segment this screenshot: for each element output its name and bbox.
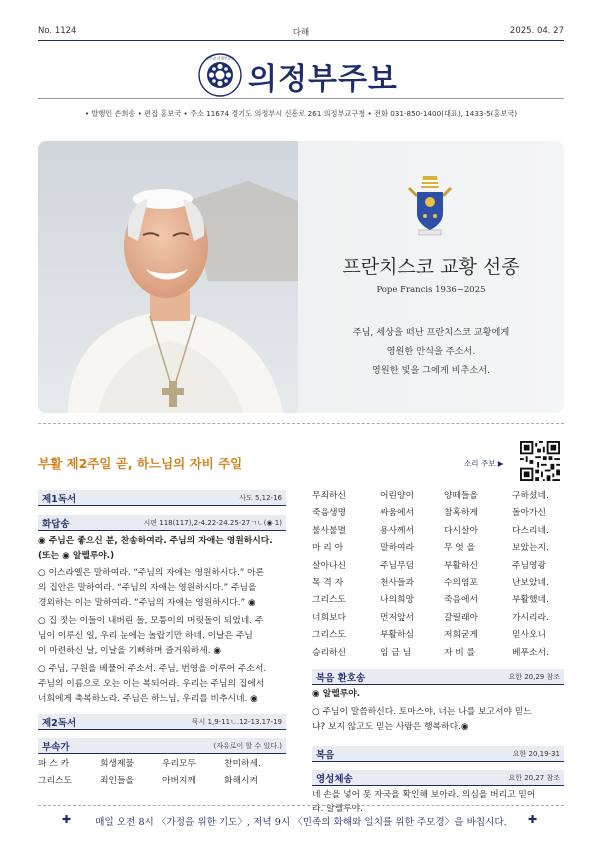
hymn-cell: 싸움에서	[380, 508, 414, 519]
verse-line: 님이 이루신 일, 우리 눈에는 놀랍기만 하네. 이날은 주님	[38, 631, 253, 642]
hymn-row	[312, 488, 564, 505]
psalm-underline	[38, 530, 286, 531]
sunday-title: 부활 제2주일 곧, 하느님의 자비 주일	[38, 456, 243, 471]
alleluia-response: ◉ 알렐루야.	[312, 689, 361, 699]
psalm-response-alt: (또는 ◉ 알렐루야.)	[38, 551, 115, 562]
hymn-row	[312, 645, 564, 662]
hymn-cell: 수의염포	[444, 577, 478, 588]
reading1-underline	[38, 505, 286, 506]
hymn-cell: 용사께서	[380, 525, 414, 536]
hymn-cell: 주님무덤	[380, 560, 414, 571]
reading2-label: 제2독서	[42, 718, 77, 729]
psalm-verse-2	[38, 614, 286, 660]
hymn-row	[38, 773, 286, 790]
hymn-cell: 양떼들을	[444, 491, 478, 501]
publisher-info: • 발행인 손희송 • 편집 홍보국 • 주소 11674 경기도 의정부시 신흥로 261 의정부교구청 • 전화 031-850-1400(대표), 1433-5(홍보국)	[84, 109, 518, 118]
verse-line: ○ 주님이 말씀하신다. 토마스야, 너는 나를 보고서야 믿느	[312, 707, 532, 717]
psalm-response-line: ◉ 주님은 좋으신 분, 찬송하여라. 주님의 자애는 영원하시다.	[38, 536, 273, 546]
reading2-header	[38, 714, 286, 729]
sequence-header	[38, 738, 286, 753]
alleluia-label: 복음 환호송	[316, 673, 366, 684]
hymn-cell: 화해시켜	[224, 776, 258, 787]
hymn-cell: 임 금 님	[380, 647, 412, 658]
sequence-label: 부속가	[42, 742, 70, 753]
hymn-cell: 너희보다	[312, 612, 346, 623]
hero-subtitle: Pope Francis 1936~2025	[376, 285, 486, 295]
gospel-label: 복음	[316, 750, 335, 761]
top-info-bar	[38, 26, 564, 40]
hymn-cell: 그리스도	[312, 595, 346, 606]
papal-coat-of-arms-icon	[403, 174, 457, 236]
psalm-reference: 시편 118(117),2-4.22-24.25-27ㄱㄴ(◉ 1)	[143, 519, 282, 527]
sequence-note: (자유로이 할 수 있다.)	[213, 742, 282, 750]
hero-banner	[38, 141, 564, 413]
cross-icon: ✚	[62, 813, 72, 826]
hymn-cell: 우리모두	[162, 759, 196, 769]
hero-title: 프란치스코 교황 선종	[342, 256, 520, 278]
hymn-cell: 다스리네.	[512, 525, 549, 536]
hymn-cell: 가시리라.	[512, 612, 549, 623]
footer-divider	[38, 805, 564, 806]
hymn-cell: 부활하신	[444, 560, 478, 571]
hymn-cell: 구하셨네.	[512, 491, 549, 501]
gospel-reference: 요한 20,19-31	[512, 750, 560, 758]
psalm-verse-1	[38, 566, 286, 612]
hymn-cell: 부활하심	[380, 630, 414, 641]
gospel-underline	[312, 761, 564, 762]
hymn-row	[312, 558, 564, 575]
section-divider	[38, 423, 564, 424]
hymn-cell: 보았는지.	[512, 543, 549, 554]
psalm-verse-3	[38, 662, 286, 708]
issue-date: 2025. 04. 27	[509, 26, 564, 36]
sequence-hymn-left	[38, 756, 286, 791]
hymn-row	[312, 627, 564, 644]
issue-number: No. 1124	[38, 26, 77, 36]
liturgical-year: 다해	[292, 28, 310, 38]
hymn-cell: 불사불멸	[312, 525, 346, 536]
hymn-row	[312, 505, 564, 522]
reading1-reference: 사도 5,12-16	[239, 494, 282, 502]
verse-line: 경외하는 이는 말하여라. “주님의 자애는 영원하시다.” ◉	[38, 598, 256, 609]
hymn-cell: 찬미하세.	[224, 759, 261, 769]
hero-prayer-line: 주님, 세상을 떠난 프란치스코 교황에게	[352, 327, 510, 338]
hymn-cell: 저희굳게	[444, 630, 478, 641]
hymn-cell: 무죄하신	[312, 491, 346, 501]
hymn-cell: 파 스 카	[38, 759, 70, 769]
communion-header	[312, 770, 564, 785]
hymn-cell: 다시살아	[444, 525, 478, 536]
top-divider	[38, 40, 564, 41]
hymn-cell: 그리스도	[312, 630, 346, 641]
hymn-cell: 그리스도	[38, 776, 72, 787]
verse-line: 의 집안은 말하여라. “주님의 자애는 영원하시다.” 주님을	[38, 583, 257, 594]
hymn-cell: 무 엇 을	[444, 543, 476, 554]
antiphon-line: 라. 알렐루야.	[312, 804, 363, 814]
verse-line: ○ 이스라엘은 말하여라. “주님의 자애는 영원하시다.” 아론	[38, 568, 265, 578]
newsletter-title: 의정부주보	[248, 62, 398, 97]
qr-code-icon[interactable]	[520, 441, 560, 481]
hero-prayer-line: 영원한 빛을 그에게 비추소서.	[371, 365, 491, 376]
alleluia-reference: 요한 20,29 참조	[508, 673, 560, 681]
hymn-cell: 돌아가신	[512, 508, 546, 519]
reading2-underline	[38, 729, 286, 730]
psalm-response	[38, 534, 286, 564]
sequence-hymn-right	[312, 488, 564, 662]
hymn-cell: 마 리 아	[312, 543, 344, 554]
gospel-header	[312, 746, 564, 761]
reading1-header	[38, 490, 286, 505]
communion-reference: 요한 20,27 참조	[508, 774, 560, 782]
pope-portrait-image	[38, 141, 298, 413]
verse-line: 주님의 이름으로 오는 이는 복되어라. 우리는 주님의 집에서	[38, 679, 265, 690]
hymn-cell: 믿사오니	[512, 630, 546, 641]
hymn-cell: 부활했네.	[512, 595, 549, 606]
hymn-cell: 나의희망	[380, 595, 414, 606]
hymn-cell: 목 격 자	[312, 577, 344, 588]
audio-bulletin-link[interactable]: 소리 주보 ▶	[464, 459, 504, 468]
hymn-cell: 죄인들을	[100, 776, 134, 787]
hymn-cell: 천사들과	[380, 577, 414, 588]
hymn-cell: 베푸소서.	[512, 647, 549, 658]
cross-icon: ✚	[528, 813, 538, 826]
hymn-cell: 살아나신	[312, 560, 346, 571]
diocese-logo	[198, 53, 242, 97]
logo-ring-text: 천주교 의정부교구	[205, 56, 235, 61]
communion-antiphon	[312, 788, 564, 816]
hymn-cell: 난보았네.	[512, 577, 549, 588]
hymn-cell: 아버지께	[162, 776, 196, 787]
hymn-row	[312, 610, 564, 627]
communion-underline	[312, 785, 564, 786]
hymn-cell: 죽음생명	[312, 508, 346, 519]
footer-prayer-reminder: 매일 오전 8시 〈가정을 위한 기도〉, 저녁 9시 〈민족의 화해와 일치를 위한 주모경〉을 바칩시다.	[95, 817, 507, 828]
reading2-reference: 묵시 1,9-11ㄴ.12-13.17-19	[191, 718, 282, 726]
alleluia-header	[312, 669, 564, 684]
alleluia-underline	[312, 684, 564, 685]
hymn-cell: 말하여라	[380, 543, 414, 554]
psalm-header	[38, 515, 286, 530]
communion-label: 영성체송	[316, 774, 353, 785]
alleluia-verse	[312, 705, 564, 735]
hymn-cell: 희생제물	[100, 759, 134, 769]
psalm-label: 화답송	[42, 519, 70, 530]
hymn-row	[312, 575, 564, 592]
hymn-cell: 어린양이	[380, 491, 414, 501]
hymn-cell: 먼저앞서	[380, 612, 414, 623]
verse-line: 냐? 보지 않고도 믿는 사람은 행복하다.◉	[312, 722, 469, 733]
antiphon-line: 네 손을 넣어 못 자국을 확인해 보아라. 의심을 버리고 믿어	[312, 790, 536, 800]
hymn-row	[312, 540, 564, 557]
reading1-label: 제1독서	[42, 494, 77, 505]
hymn-cell: 자 비 를	[444, 647, 476, 658]
verse-line: 너희에게 축복하노라. 주님은 하느님, 우리를 비추시네. ◉	[38, 694, 258, 705]
hymn-cell: 주님영광	[512, 560, 546, 571]
verse-line: ○ 주님, 구원을 베풀어 주소서. 주님, 번영을 이루어 주소서.	[38, 664, 267, 674]
verse-line: 이 마련하신 날, 이날을 기뻐하며 즐거워하세. ◉	[38, 646, 222, 657]
hymn-cell: 갈릴래아	[444, 612, 478, 623]
verse-line: ○ 집 짓는 이들이 내버린 돌, 모퉁이의 머릿돌이 되었네. 주	[38, 616, 264, 626]
hymn-cell: 참혹하게	[444, 508, 478, 519]
hymn-cell: 승리하신	[312, 647, 346, 658]
hero-prayer-line: 영원한 안식을 주소서.	[386, 346, 476, 357]
hymn-row	[38, 756, 286, 773]
hymn-row	[312, 592, 564, 609]
hymn-row	[312, 523, 564, 540]
sequence-underline	[38, 753, 286, 754]
hymn-cell: 죽음에서	[444, 595, 478, 606]
masthead-divider	[38, 98, 564, 99]
